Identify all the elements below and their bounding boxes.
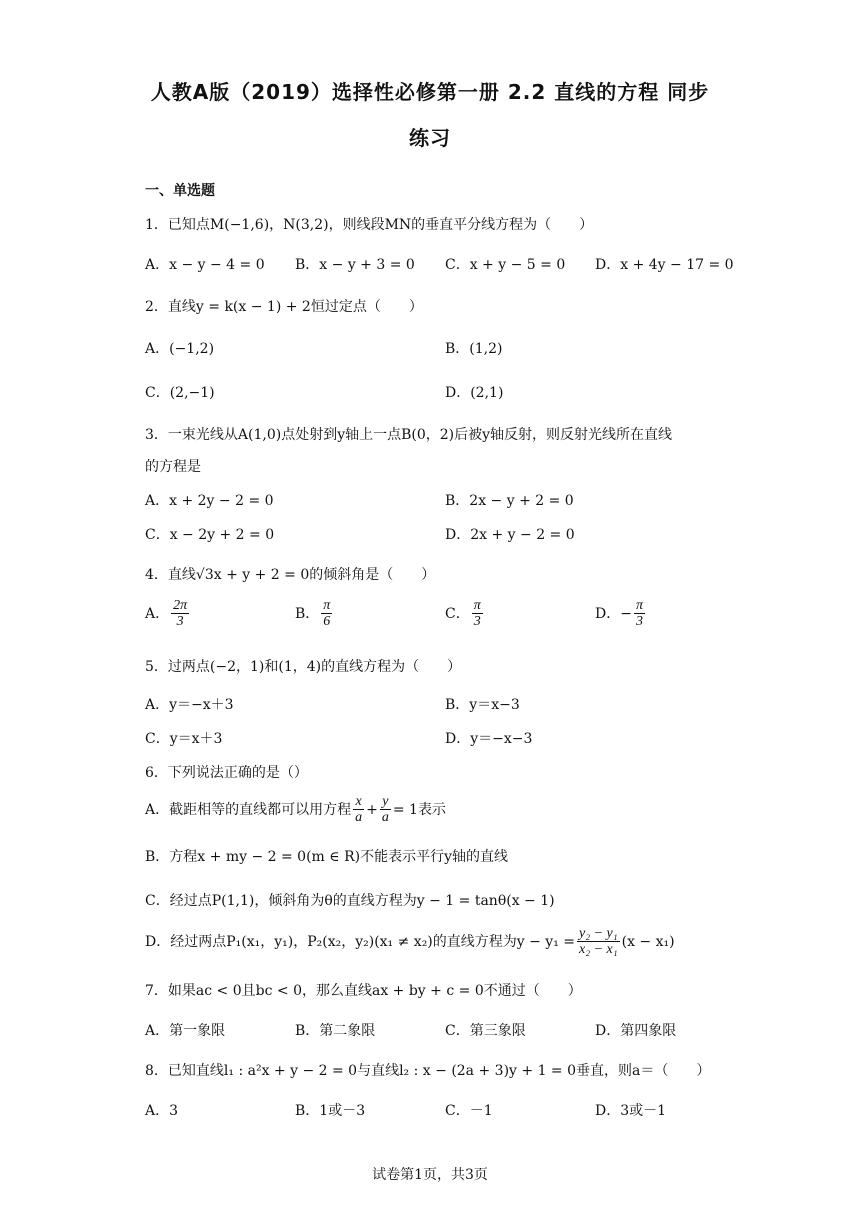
fraction: $\frac{\pi}{6}$ xyxy=(323,598,331,630)
question-3-option-a: A．x + 2y − 2 = 0 xyxy=(145,493,274,509)
question-6-option-a: A．截距相等的直线都可以用方程 $\frac{x}{a}$ + $\frac{y}{a}$ = 1表示 xyxy=(145,794,446,826)
question-3-option-d: D．2x + y − 2 = 0 xyxy=(445,527,575,543)
fraction: $\frac{\pi}{3}$ xyxy=(473,598,481,630)
question-5-option-b: B．y＝x−3 xyxy=(445,697,520,713)
question-8-option-a: A．3 xyxy=(145,1103,179,1119)
question-1-option-b: B．x − y + 3 = 0 xyxy=(295,257,415,273)
question-7-option-b: B．第二象限 xyxy=(295,1023,376,1039)
question-8-option-c: C．－1 xyxy=(445,1103,493,1119)
question-2-option-c: C．(2,−1) xyxy=(145,385,215,401)
question-5-stem: 5．过两点(−2，1)和(1，4)的直线方程为（ ） xyxy=(145,659,462,675)
question-3-stem: 3．一束光线从A(1,0)点处射到y轴上一点B(0，2)后被y轴反射，则反射光线所在直线 xyxy=(145,427,673,443)
question-6-option-c: C．经过点P(1,1)，倾斜角为θ的直线方程为y − 1 = tanθ(x − 1) xyxy=(145,893,555,909)
page-title-line1: 人教A版（2019）选择性必修第一册 2.2 直线的方程 同步 xyxy=(150,80,710,104)
question-3-stem-cont: 的方程是 xyxy=(145,459,201,475)
question-4-option-b xyxy=(295,598,334,630)
question-4-option-d xyxy=(595,598,647,630)
question-3-option-c: C．x − 2y + 2 = 0 xyxy=(145,527,275,543)
option-label: A． xyxy=(145,605,170,622)
question-2-option-a: A．(−1,2) xyxy=(145,341,215,357)
question-1-option-d: D．x + 4y − 17 = 0 xyxy=(595,257,734,273)
fraction: $\frac{2\pi}{3}$ xyxy=(173,598,188,630)
question-8-option-d: D．3或－1 xyxy=(595,1103,667,1119)
page-footer: 试卷第1页，共3页 xyxy=(372,1167,488,1183)
question-1-option-a: A．x − y − 4 = 0 xyxy=(145,257,265,273)
question-2-stem: 2．直线y = k(x − 1) + 2恒过定点（ ） xyxy=(145,299,423,315)
option-label: D． xyxy=(595,605,621,622)
page-title-line2: 练习 xyxy=(409,126,451,150)
fraction: $\frac{y}{a}$ xyxy=(381,794,389,826)
question-7-option-a: A．第一象限 xyxy=(145,1023,226,1039)
question-2-option-d: D．(2,1) xyxy=(445,385,504,401)
question-2-option-b: B．(1,2) xyxy=(445,341,503,357)
question-4-option-c xyxy=(445,598,485,630)
option-label: C． xyxy=(445,605,470,622)
question-4-stem: 4．直线√3x + y + 2 = 0的倾斜角是（ ） xyxy=(145,567,436,583)
question-6-option-d: D．经过两点P₁(x₁，y₁)，P₂(x₂，y₂)(x₁ ≠ x₂)的直线方程为y − y₁ = $\frac{\text{y₂ − y₁}}{\text{x₂ − x₁}}$ (x − x₁) xyxy=(145,926,675,958)
question-8-option-b: B．1或－3 xyxy=(295,1103,366,1119)
question-4-option-a xyxy=(145,598,191,630)
question-8-stem: 8．已知直线l₁ : a²x + y − 2 = 0与直线l₂ : x − (2a + 3)y + 1 = 0垂直，则a＝（ ） xyxy=(145,1063,711,1079)
option-label: B． xyxy=(295,605,320,622)
question-7-option-c: C．第三象限 xyxy=(445,1023,526,1039)
question-6-stem: 6．下列说法正确的是（） xyxy=(145,765,308,781)
minus-sign: − xyxy=(620,605,632,622)
question-3-option-b: B．2x − y + 2 = 0 xyxy=(445,493,574,509)
section-heading: 一、单选题 xyxy=(145,183,215,199)
question-5-option-a: A．y＝−x＋3 xyxy=(145,697,234,713)
fraction: $\frac{\pi}{3}$ xyxy=(635,598,643,630)
question-5-option-c: C．y＝x＋3 xyxy=(145,731,223,747)
fraction: $\frac{x}{a}$ xyxy=(355,794,363,826)
question-1-stem: 1．已知点M(−1,6)，N(3,2)，则线段MN的垂直平分线方程为（ ） xyxy=(145,217,594,233)
question-7-option-d: D．第四象限 xyxy=(595,1023,677,1039)
question-6-option-b: B．方程x + my − 2 = 0(m ∈ R)不能表示平行y轴的直线 xyxy=(145,849,508,865)
question-5-option-d: D．y＝−x−3 xyxy=(445,731,533,747)
question-7-stem: 7．如果ac < 0且bc < 0，那么直线ax + by + c = 0不通过（ ） xyxy=(145,983,582,999)
fraction: $\frac{\text{y₂ − y₁}}{\text{x₂ − x₁}}$ xyxy=(579,926,618,958)
question-1-option-c: C．x + y − 5 = 0 xyxy=(445,257,566,273)
